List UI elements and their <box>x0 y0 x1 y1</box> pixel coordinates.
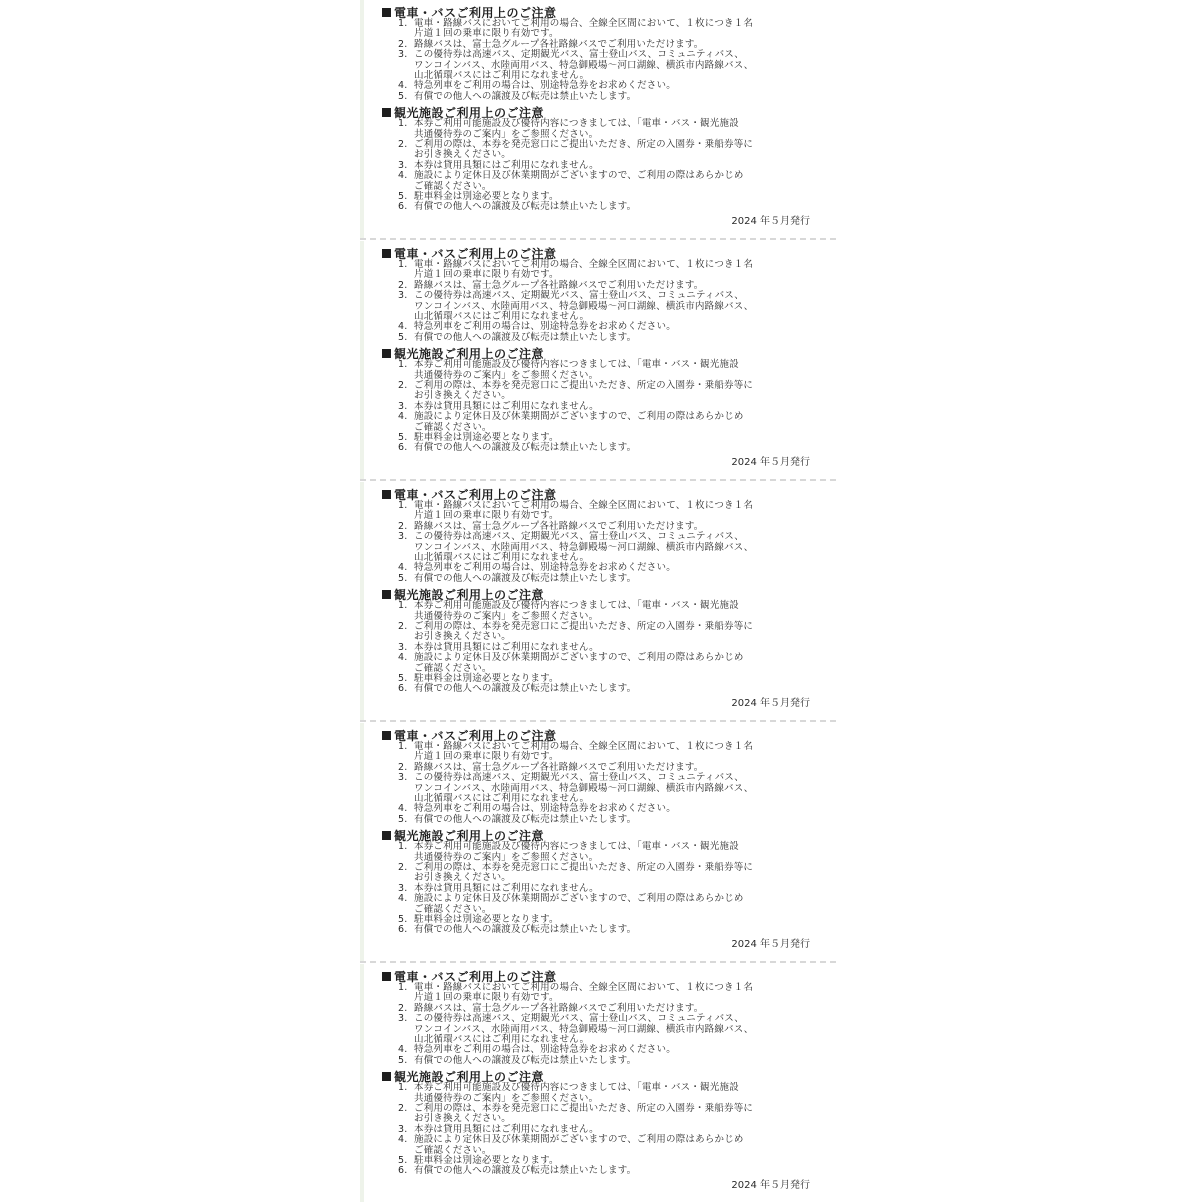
item-number: 2. <box>398 621 408 632</box>
item-text: 本券ご利用可能施設及び優待内容につきましては、「電車・バス・観光施設 <box>414 359 739 371</box>
item-text: 本券は貸用具類にはご利用になれません。 <box>414 159 599 171</box>
item-number: 3. <box>398 531 408 543</box>
notice-item <box>398 171 744 192</box>
item-number: 1. <box>398 600 408 612</box>
item-text: 駐車料金は別途必要となります。 <box>414 914 559 925</box>
item-text: 有償での他人への譲渡及び転売は禁止いたします。 <box>414 331 637 343</box>
item-text: 施設により定休日及び休業期間がございますので、ご利用の際はあらかじめ <box>414 411 744 423</box>
item-text-continued: 片道１回の乗車に限り有効です。 <box>414 992 559 1004</box>
facility-notice-title-text: 観光施設ご利用上のご注意 <box>394 1070 545 1085</box>
perforation-line <box>360 961 838 963</box>
notice-item <box>398 412 744 433</box>
notice-item <box>398 260 753 281</box>
train-bus-notice-title-text: 電車・バスご利用上のご注意 <box>394 970 557 984</box>
item-text: 有償での他人への譲渡及び転売は禁止いたします。 <box>414 924 637 936</box>
item-text-continued: 共通優待券のご案内」をご参照ください。 <box>414 369 599 381</box>
item-number: 5. <box>398 1155 408 1166</box>
item-text-continued: お引き換えください。 <box>414 390 512 402</box>
notice-item <box>398 574 636 584</box>
ticket <box>360 723 838 961</box>
ticket <box>360 0 838 238</box>
item-text: 有償での他人への譲渡及び転売は禁止いたします。 <box>414 813 637 825</box>
item-text: 施設により定休日及び休業期間がございますので、ご利用の際はあらかじめ <box>414 652 744 664</box>
notice-item <box>398 842 739 863</box>
square-bullet-icon <box>382 1072 391 1081</box>
item-number: 5. <box>398 1054 408 1066</box>
item-text: 本券は貸用具類にはご利用になれません。 <box>414 1123 599 1135</box>
train-bus-notice-title-text: 電車・バスご利用上のご注意 <box>394 488 557 502</box>
notice-item <box>398 983 753 1004</box>
item-text: 駐車料金は別途必要となります。 <box>414 432 559 443</box>
notice-item <box>398 532 753 563</box>
notice-item <box>398 653 744 674</box>
item-text-continued: ご確認ください。 <box>414 421 492 433</box>
train-bus-notice-title-text: 電車・バスご利用上のご注意 <box>394 247 557 261</box>
item-number: 5. <box>398 813 408 825</box>
item-text: 駐車料金は別途必要となります。 <box>414 1155 559 1166</box>
item-text-continued: 共通優待券のご案内」をご参照ください。 <box>414 1092 599 1104</box>
notice-item <box>398 140 753 161</box>
notice-item <box>398 1056 636 1066</box>
item-number: 6. <box>398 201 408 213</box>
item-text: 路線バスは、富士急グループ各社路線バスでご利用いただけます。 <box>414 761 704 773</box>
item-number: 1. <box>398 18 408 29</box>
item-text: この優待券は高速バス、定期観光バス、富士登山バス、コミュニティバス、 <box>414 531 744 543</box>
item-text: ご利用の際は、本券を発売窓口にご提出いただき、所定の入園券・乗船券等に <box>414 1103 754 1114</box>
facility-notice-title-text: 観光施設ご利用上のご注意 <box>394 347 545 362</box>
item-number: 4. <box>398 893 408 905</box>
item-number: 3. <box>398 772 408 784</box>
item-number: 1. <box>398 982 408 993</box>
notice-item <box>398 815 636 825</box>
item-text: 電車・路線バスにおいてご利用の場合、全線全区間において、１枚につき１名 <box>414 500 754 511</box>
notice-item <box>398 1104 753 1125</box>
square-bullet-icon <box>382 731 391 740</box>
item-text: この優待券は高速バス、定期観光バス、富士登山バス、コミュニティバス、 <box>414 290 744 302</box>
item-text: 路線バスは、富士急グループ各社路線バスでご利用いただけます。 <box>414 38 704 50</box>
item-text-continued: 山北循環バスにはご利用になれません。 <box>414 311 590 322</box>
item-text: 本券ご利用可能施設及び優待内容につきましては、「電車・バス・観光施設 <box>414 600 739 612</box>
square-bullet-icon <box>382 972 391 981</box>
item-number: 5. <box>398 331 408 343</box>
issue-date: 2024 年５月発行 <box>731 457 810 468</box>
item-text: 本券は貸用具類にはご利用になれません。 <box>414 400 599 412</box>
facility-notice-title-text: 観光施設ご利用上のご注意 <box>394 588 545 603</box>
item-text-continued: ご確認ください。 <box>414 1144 492 1156</box>
notice-item <box>398 863 753 884</box>
item-text: ご利用の際は、本券を発売窓口にご提出いただき、所定の入園券・乗船券等に <box>414 380 754 391</box>
notice-item <box>398 50 753 81</box>
item-number: 5. <box>398 191 408 202</box>
item-number: 4. <box>398 1044 408 1056</box>
item-number: 1. <box>398 500 408 511</box>
notice-item <box>398 742 753 763</box>
item-text-continued: 片道１回の乗車に限り有効です。 <box>414 510 559 522</box>
notice-item <box>398 1083 739 1104</box>
item-number: 2. <box>398 1002 408 1014</box>
item-number: 1. <box>398 1082 408 1094</box>
item-text: 特急列車をご利用の場合は、別途特急券をお求めください。 <box>414 321 676 333</box>
item-number: 5. <box>398 90 408 102</box>
item-text-continued: ワンコインバス、水陸両用バス、特急御殿場〜河口湖線、横浜市内路線バス、 <box>414 300 754 312</box>
notice-item <box>398 773 753 804</box>
item-text-continued: ご確認ください。 <box>414 903 492 915</box>
item-text: 本券ご利用可能施設及び優待内容につきましては、「電車・バス・観光施設 <box>414 841 739 853</box>
notice-item <box>398 202 636 212</box>
item-number: 4. <box>398 80 408 92</box>
item-text: この優待券は高速バス、定期観光バス、富士登山バス、コミュニティバス、 <box>414 1013 744 1025</box>
item-text: 電車・路線バスにおいてご利用の場合、全線全区間において、１枚につき１名 <box>414 18 754 29</box>
item-text-continued: お引き換えください。 <box>414 631 512 643</box>
item-text-continued: 山北循環バスにはご利用になれません。 <box>414 1034 590 1045</box>
item-number: 2. <box>398 139 408 150</box>
item-text: 電車・路線バスにおいてご利用の場合、全線全区間において、１枚につき１名 <box>414 741 754 752</box>
item-text: 有償での他人への譲渡及び転売は禁止いたします。 <box>414 442 637 454</box>
notice-item <box>398 925 636 935</box>
item-number: 6. <box>398 442 408 454</box>
item-number: 1. <box>398 118 408 130</box>
item-text-continued: 片道１回の乗車に限り有効です。 <box>414 28 559 40</box>
item-text-continued: お引き換えください。 <box>414 1113 512 1125</box>
item-number: 2. <box>398 520 408 532</box>
square-bullet-icon <box>382 490 391 499</box>
item-text: 特急列車をご利用の場合は、別途特急券をお求めください。 <box>414 803 676 815</box>
item-text: 路線バスは、富士急グループ各社路線バスでご利用いただけます。 <box>414 520 704 532</box>
item-number: 2. <box>398 761 408 773</box>
item-text: 施設により定休日及び休業期間がございますので、ご利用の際はあらかじめ <box>414 893 744 905</box>
item-text-continued: 山北循環バスにはご利用になれません。 <box>414 793 590 804</box>
item-text: 有償での他人への譲渡及び転売は禁止いたします。 <box>414 683 637 695</box>
notice-item <box>398 291 753 322</box>
perforation-line <box>360 479 838 481</box>
item-text: この優待券は高速バス、定期観光バス、富士登山バス、コミュニティバス、 <box>414 772 744 784</box>
notice-item <box>398 601 739 622</box>
item-number: 3. <box>398 641 408 653</box>
notice-item <box>398 622 753 643</box>
notice-item <box>398 684 636 694</box>
item-text-continued: ご確認ください。 <box>414 180 492 192</box>
notice-item <box>398 333 636 343</box>
item-number: 6. <box>398 1165 408 1177</box>
item-number: 6. <box>398 683 408 695</box>
notice-item <box>398 501 753 522</box>
notice-item <box>398 381 753 402</box>
notice-item <box>398 19 753 40</box>
item-number: 4. <box>398 321 408 333</box>
item-text-continued: ワンコインバス、水陸両用バス、特急御殿場〜河口湖線、横浜市内路線バス、 <box>414 541 754 553</box>
item-text: 特急列車をご利用の場合は、別途特急券をお求めください。 <box>414 1044 676 1056</box>
item-text: 電車・路線バスにおいてご利用の場合、全線全区間において、１枚につき１名 <box>414 259 754 270</box>
square-bullet-icon <box>382 831 391 840</box>
item-text-continued: ワンコインバス、水陸両用バス、特急御殿場〜河口湖線、横浜市内路線バス、 <box>414 59 754 71</box>
item-number: 2. <box>398 862 408 873</box>
item-text: 本券ご利用可能施設及び優待内容につきましては、「電車・バス・観光施設 <box>414 1082 739 1094</box>
notice-item <box>398 1135 744 1156</box>
item-number: 5. <box>398 673 408 684</box>
issue-date: 2024 年５月発行 <box>731 939 810 950</box>
item-text: 路線バスは、富士急グループ各社路線バスでご利用いただけます。 <box>414 279 704 291</box>
item-number: 5. <box>398 432 408 443</box>
perforation-line <box>360 238 838 240</box>
ticket <box>360 482 838 720</box>
perforation-line <box>360 720 838 722</box>
item-number: 3. <box>398 882 408 894</box>
item-text: 有償での他人への譲渡及び転売は禁止いたします。 <box>414 1165 637 1177</box>
train-bus-notice-title-text: 電車・バスご利用上のご注意 <box>394 729 557 743</box>
item-text-continued: 共通優待券のご案内」をご参照ください。 <box>414 851 599 863</box>
item-number: 2. <box>398 279 408 291</box>
item-text: 本券は貸用具類にはご利用になれません。 <box>414 641 599 653</box>
notice-item <box>398 1166 636 1176</box>
notice-item <box>398 894 744 915</box>
item-text: 駐車料金は別途必要となります。 <box>414 191 559 202</box>
item-text: 駐車料金は別途必要となります。 <box>414 673 559 684</box>
item-number: 1. <box>398 259 408 270</box>
item-text-continued: 共通優待券のご案内」をご参照ください。 <box>414 610 599 622</box>
item-number: 4. <box>398 170 408 182</box>
item-number: 4. <box>398 803 408 815</box>
item-number: 2. <box>398 38 408 50</box>
item-text-continued: お引き換えください。 <box>414 149 512 161</box>
facility-notice-title-text: 観光施設ご利用上のご注意 <box>394 106 545 121</box>
item-text: 本券は貸用具類にはご利用になれません。 <box>414 882 599 894</box>
item-number: 3. <box>398 290 408 302</box>
item-number: 3. <box>398 159 408 171</box>
item-number: 5. <box>398 914 408 925</box>
item-number: 4. <box>398 562 408 574</box>
item-number: 2. <box>398 1103 408 1114</box>
item-number: 6. <box>398 924 408 936</box>
item-text: 施設により定休日及び休業期間がございますので、ご利用の際はあらかじめ <box>414 1134 744 1146</box>
notice-item <box>398 92 636 102</box>
train-bus-notice-title-text: 電車・バスご利用上のご注意 <box>394 6 557 20</box>
item-text: 本券ご利用可能施設及び優待内容につきましては、「電車・バス・観光施設 <box>414 118 739 130</box>
item-text: 電車・路線バスにおいてご利用の場合、全線全区間において、１枚につき１名 <box>414 982 754 993</box>
item-text: 路線バスは、富士急グループ各社路線バスでご利用いただけます。 <box>414 1002 704 1014</box>
square-bullet-icon <box>382 108 391 117</box>
item-text: ご利用の際は、本券を発売窓口にご提出いただき、所定の入園券・乗船券等に <box>414 862 754 873</box>
square-bullet-icon <box>382 249 391 258</box>
item-number: 2. <box>398 380 408 391</box>
facility-notice-title-text: 観光施設ご利用上のご注意 <box>394 829 545 844</box>
item-text-continued: お引き換えください。 <box>414 872 512 884</box>
ticket <box>360 964 838 1202</box>
item-text: ご利用の際は、本券を発売窓口にご提出いただき、所定の入園券・乗船券等に <box>414 139 754 150</box>
item-text: 特急列車をご利用の場合は、別途特急券をお求めください。 <box>414 562 676 574</box>
item-number: 3. <box>398 1123 408 1135</box>
item-text: ご利用の際は、本券を発売窓口にご提出いただき、所定の入園券・乗船券等に <box>414 621 754 632</box>
item-number: 4. <box>398 411 408 423</box>
item-number: 1. <box>398 841 408 853</box>
square-bullet-icon <box>382 8 391 17</box>
item-text: 特急列車をご利用の場合は、別途特急券をお求めください。 <box>414 80 676 92</box>
item-number: 3. <box>398 400 408 412</box>
item-number: 5. <box>398 572 408 584</box>
item-number: 1. <box>398 359 408 371</box>
item-text: 有償での他人への譲渡及び転売は禁止いたします。 <box>414 572 637 584</box>
item-text-continued: 片道１回の乗車に限り有効です。 <box>414 751 559 763</box>
item-text-continued: ワンコインバス、水陸両用バス、特急御殿場〜河口湖線、横浜市内路線バス、 <box>414 782 754 794</box>
issue-date: 2024 年５月発行 <box>731 1180 810 1191</box>
notice-item <box>398 1014 753 1045</box>
item-number: 3. <box>398 1013 408 1025</box>
item-text: 有償での他人への譲渡及び転売は禁止いたします。 <box>414 90 637 102</box>
notice-item <box>398 119 739 140</box>
item-text-continued: 山北循環バスにはご利用になれません。 <box>414 70 590 81</box>
square-bullet-icon <box>382 349 391 358</box>
item-text-continued: ワンコインバス、水陸両用バス、特急御殿場〜河口湖線、横浜市内路線バス、 <box>414 1023 754 1035</box>
item-text: 有償での他人への譲渡及び転売は禁止いたします。 <box>414 1054 637 1066</box>
item-number: 4. <box>398 1134 408 1146</box>
square-bullet-icon <box>382 590 391 599</box>
item-number: 3. <box>398 49 408 61</box>
issue-date: 2024 年５月発行 <box>731 216 810 227</box>
ticket-strip <box>360 0 838 1200</box>
item-text-continued: 山北循環バスにはご利用になれません。 <box>414 552 590 563</box>
item-number: 1. <box>398 741 408 752</box>
item-text-continued: ご確認ください。 <box>414 662 492 674</box>
item-text: 有償での他人への譲渡及び転売は禁止いたします。 <box>414 201 637 213</box>
notice-item <box>398 443 636 453</box>
item-text-continued: 共通優待券のご案内」をご参照ください。 <box>414 128 599 140</box>
issue-date: 2024 年５月発行 <box>731 698 810 709</box>
item-text: この優待券は高速バス、定期観光バス、富士登山バス、コミュニティバス、 <box>414 49 744 61</box>
item-text: 施設により定休日及び休業期間がございますので、ご利用の際はあらかじめ <box>414 170 744 182</box>
ticket <box>360 241 838 479</box>
notice-item <box>398 360 739 381</box>
item-number: 4. <box>398 652 408 664</box>
item-text-continued: 片道１回の乗車に限り有効です。 <box>414 269 559 281</box>
